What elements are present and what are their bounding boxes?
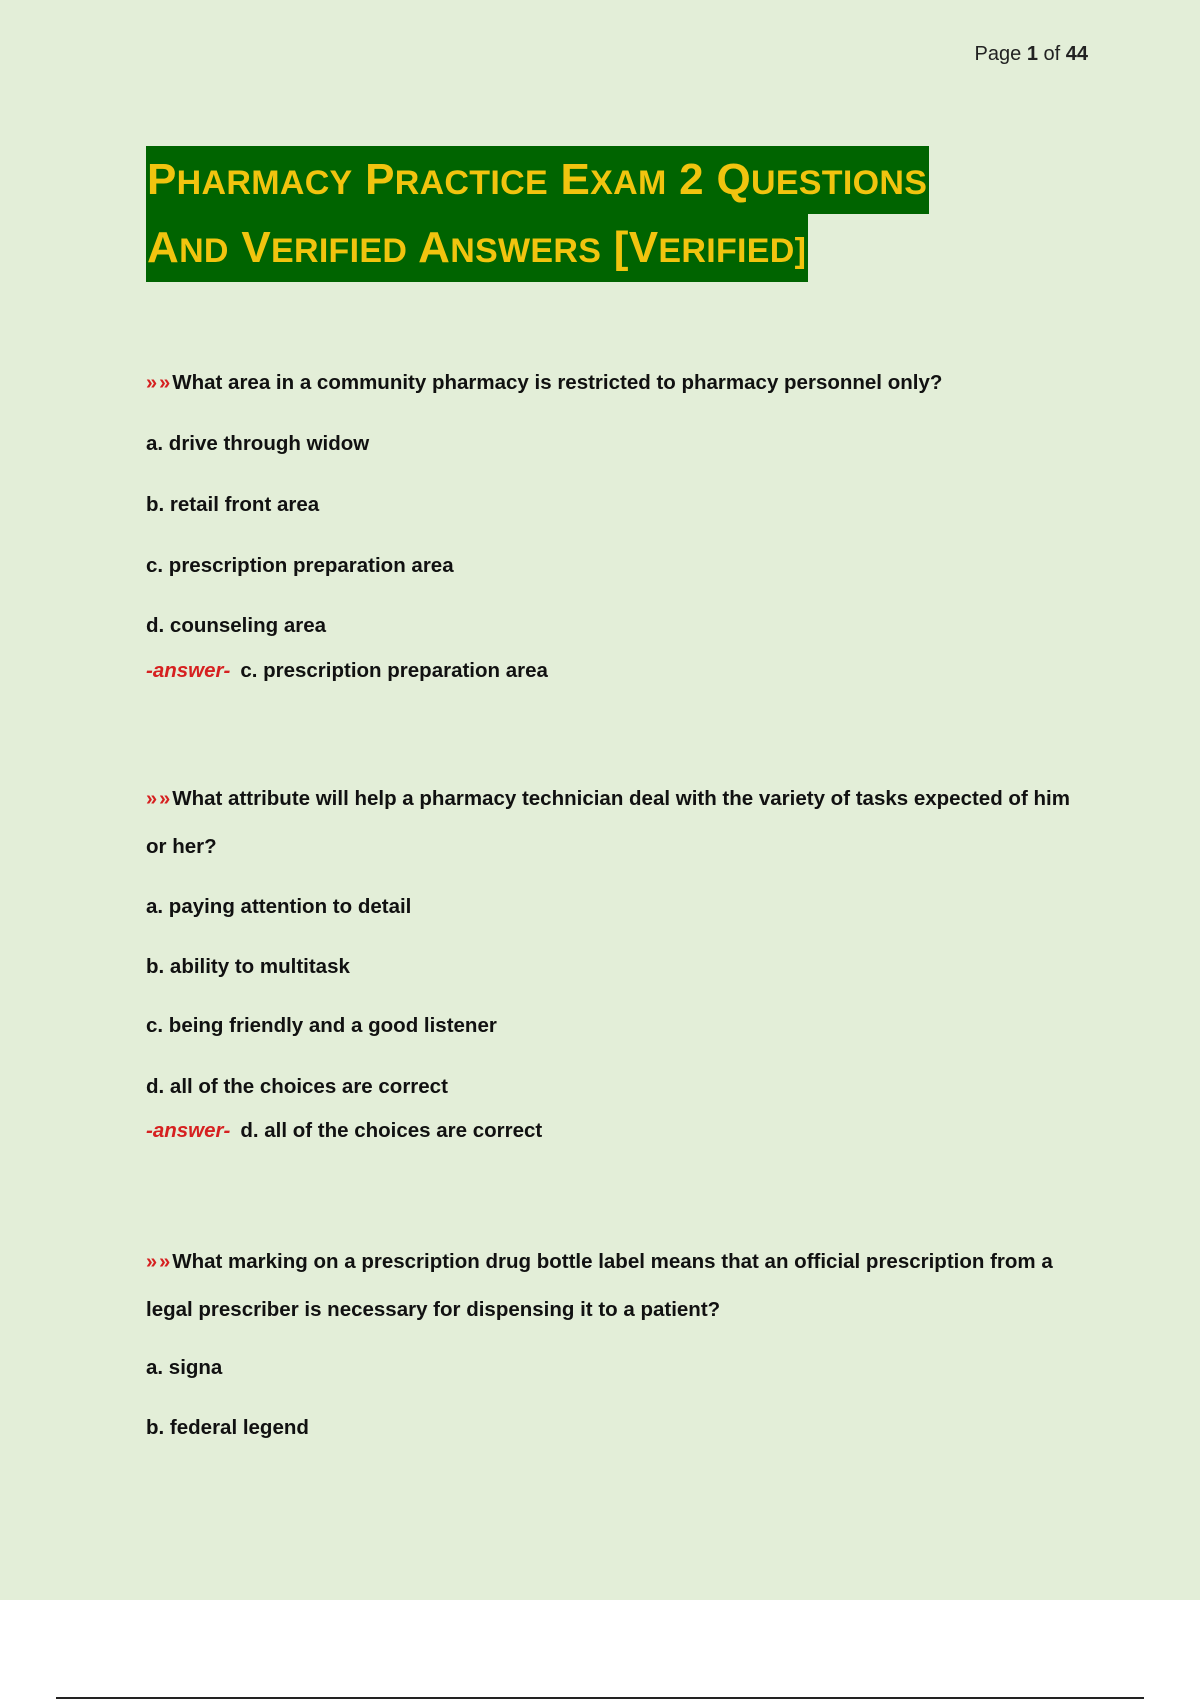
question-2 xyxy=(146,775,1086,870)
title-word-cap: P xyxy=(147,155,177,204)
title-word-rest: RACTICE xyxy=(394,164,548,202)
title-word-cap: 2 xyxy=(679,155,704,204)
title-word-rest: NSWERS xyxy=(450,232,602,270)
footer-divider xyxy=(56,1697,1144,1699)
page-number xyxy=(975,43,1088,66)
double-chevron-icon: » xyxy=(146,1251,154,1273)
double-chevron-icon: » xyxy=(159,788,167,810)
page-current: 1 xyxy=(1026,43,1038,65)
title-word-rest: XAM xyxy=(590,164,667,202)
title-word-rest: ERIFIED] xyxy=(658,232,807,270)
title-word-rest: HARMACY xyxy=(176,164,353,202)
title-word-cap: E xyxy=(560,155,591,204)
question-3 xyxy=(146,1238,1086,1333)
double-chevron-icon: » xyxy=(146,372,154,394)
answer-label: -answer- xyxy=(146,659,231,682)
option: a. paying attention to detail xyxy=(146,895,412,918)
question-text: What marking on a prescription drug bottle label means that an official prescription from a legal prescriber is necessary for dispensing it to a patient? xyxy=(146,1250,1053,1321)
title-line-1 xyxy=(146,146,929,214)
page-total: 44 xyxy=(1065,43,1088,65)
option: c. being friendly and a good listener xyxy=(146,1014,497,1037)
page-of-label: of xyxy=(1043,43,1061,65)
answer-text: d. all of the choices are correct xyxy=(240,1119,543,1142)
double-chevron-icon: » xyxy=(159,372,167,394)
title-line-2 xyxy=(146,214,808,282)
title-word-rest: UESTIONS xyxy=(750,164,928,202)
double-chevron-icon: » xyxy=(146,788,154,810)
title-word-cap: [V xyxy=(613,223,659,272)
title-word-cap: Q xyxy=(716,155,751,204)
option: a. signa xyxy=(146,1356,223,1379)
document-title xyxy=(146,146,929,282)
title-word-cap: P xyxy=(365,155,395,204)
title-word-rest: ND xyxy=(179,232,229,270)
answer-label: -answer- xyxy=(146,1119,231,1142)
question-1 xyxy=(146,359,1086,407)
option: b. retail front area xyxy=(146,493,320,516)
title-word-cap: V xyxy=(241,223,271,272)
page-label: Page xyxy=(974,43,1022,65)
option: d. all of the choices are correct xyxy=(146,1075,448,1098)
title-word-cap: A xyxy=(147,223,180,272)
double-chevron-icon: » xyxy=(159,1251,167,1273)
option: b. ability to multitask xyxy=(146,955,350,978)
option: d. counseling area xyxy=(146,614,326,637)
option: b. federal legend xyxy=(146,1416,309,1439)
option: a. drive through widow xyxy=(146,432,370,455)
title-word-cap: A xyxy=(418,223,451,272)
answer-line xyxy=(146,1119,542,1143)
option: c. prescription preparation area xyxy=(146,554,454,577)
title-word-rest: ERIFIED xyxy=(270,232,408,270)
answer-text: c. prescription preparation area xyxy=(240,659,548,682)
question-text: What attribute will help a pharmacy technician deal with the variety of tasks expected of him or her? xyxy=(146,787,1070,858)
question-text: What area in a community pharmacy is restricted to pharmacy personnel only? xyxy=(172,371,943,394)
answer-line xyxy=(146,659,548,683)
